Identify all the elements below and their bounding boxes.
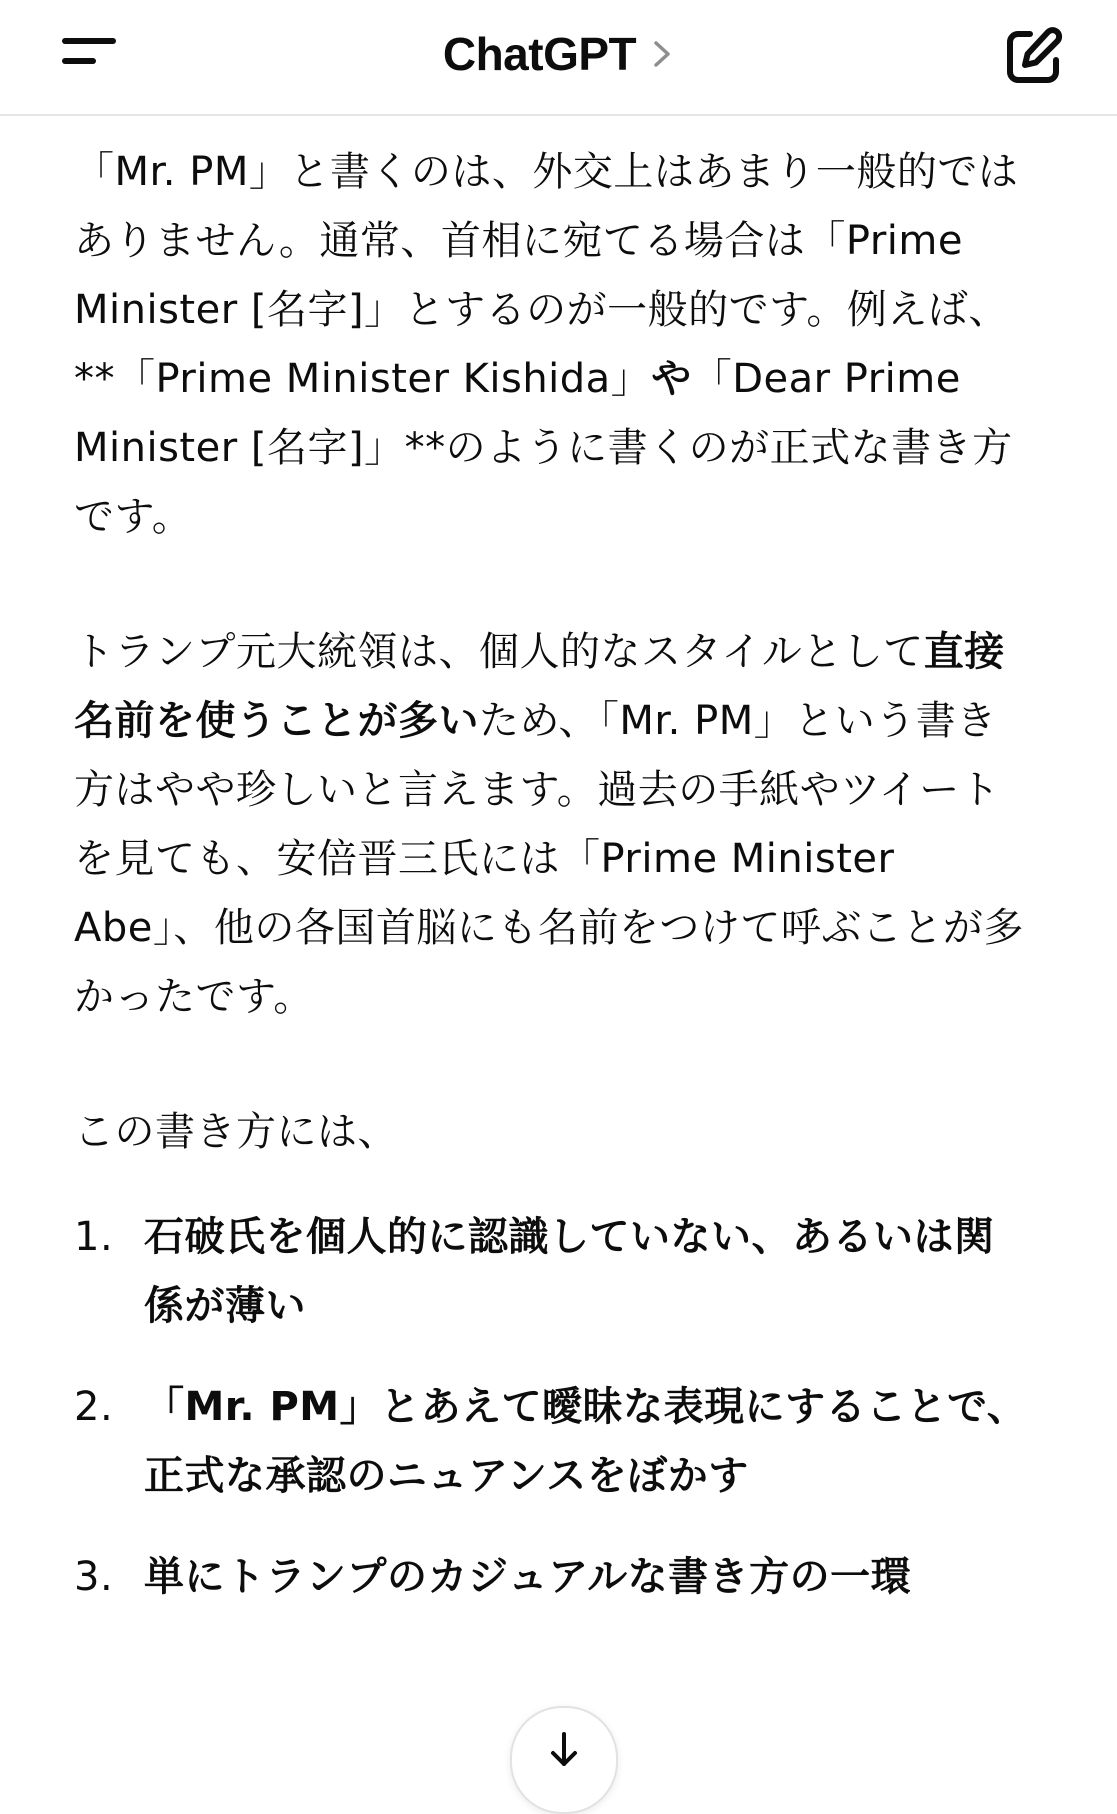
chevron-right-icon [650, 39, 674, 69]
message-paragraph [74, 618, 1034, 1032]
paragraph-text: ため、「Mr. PM」という書き方はやや珍しいと言えます。過去の手紙やツイートを見ても、安倍晋三氏には「Prime Minister Abe」、他の各国首脳にも名前をつけて呼ぶことが多かったです。 [74, 698, 1024, 1020]
list-item-text: 単にトランプのカジュアルな書き方の一環 [144, 1554, 912, 1600]
model-selector[interactable] [0, 0, 1117, 108]
list-number: 2. [74, 1384, 114, 1430]
message-paragraph: この書き方には、 [74, 1109, 398, 1155]
bold-text: 直接名前を使うことが多い [74, 629, 1005, 744]
list-item-text: 「Mr. PM」とあえて曖昧な表現にすることで、正式な承認のニュアンスをぼかす [144, 1384, 1028, 1499]
paragraph-text: 「Mr. PM」と書くのは、外交上はあまり一般的ではありません。通常、首相に宛てる場合は「Prime Minister [名字]」とするのが一般的です。例えば、**「Prime Minister Kishida」 [74, 149, 1019, 402]
paragraph-text: 「Dear Prime Minister [名字]」**のように書くのが正式な書き方です。 [74, 356, 1013, 540]
assistant-message [74, 138, 1034, 1644]
bold-text: や [651, 356, 692, 402]
message-paragraph [74, 138, 1034, 552]
app-title: ChatGPT [442, 28, 637, 80]
list-number: 1. [74, 1214, 114, 1260]
new-chat-icon [1002, 24, 1066, 88]
list-item [74, 1543, 1034, 1612]
list-item [74, 1373, 1034, 1511]
list-number: 3. [74, 1554, 114, 1600]
new-chat-button[interactable] [1002, 24, 1066, 88]
top-bar [0, 0, 1117, 116]
paragraph-text: トランプ元大統領は、個人的なスタイルとして [74, 629, 924, 675]
list-item [74, 1203, 1034, 1341]
scroll-to-bottom-button[interactable] [510, 1706, 618, 1814]
numbered-list [74, 1203, 1034, 1612]
list-item-text: 石破氏を個人的に認識していない、あるいは関係が薄い [144, 1214, 995, 1329]
arrow-down-icon [548, 1730, 580, 1770]
